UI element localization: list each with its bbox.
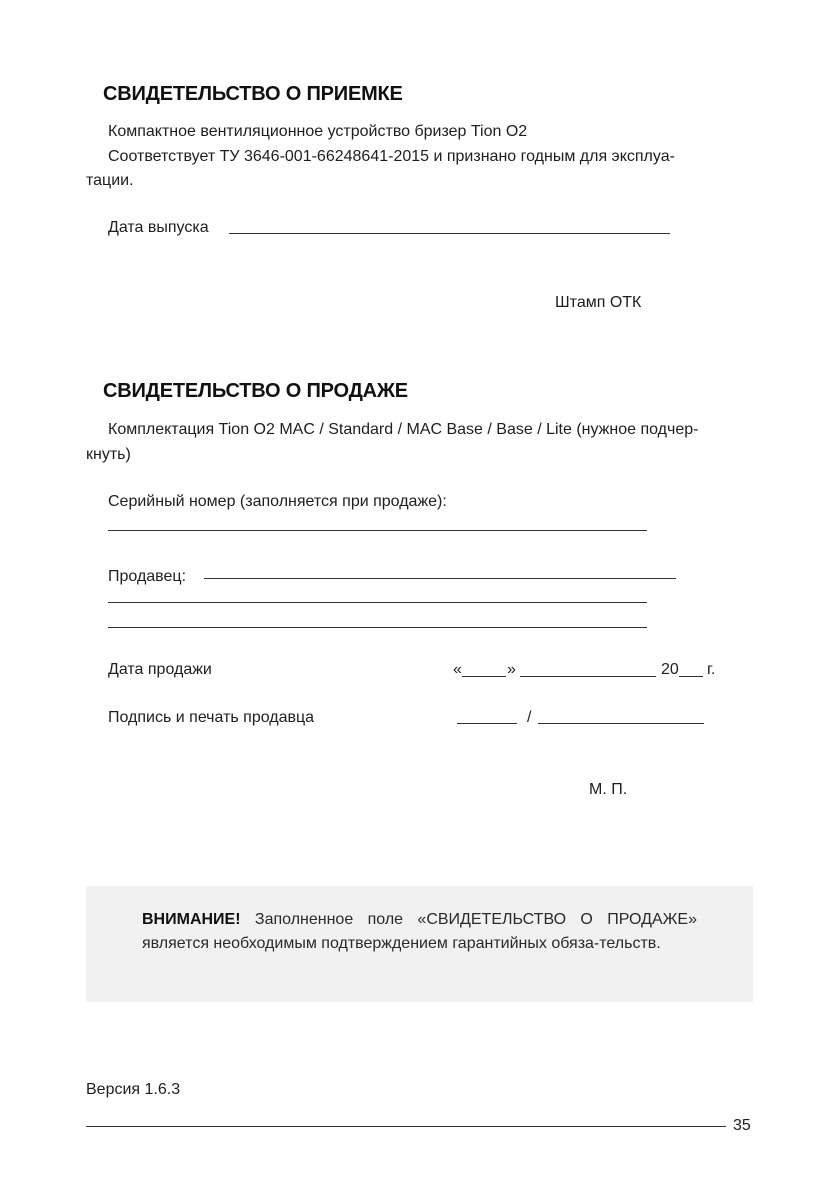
- sale-date-open-quote: «: [453, 661, 462, 678]
- seal-label: М. П.: [589, 781, 628, 798]
- sale-year-line[interactable]: [679, 676, 703, 677]
- footer-rule: [86, 1126, 726, 1127]
- serial-line[interactable]: [108, 530, 647, 531]
- version-label: Версия 1.6.3: [86, 1081, 181, 1098]
- stamp-label: Штамп ОТК: [555, 294, 642, 311]
- sale-line-2: кнуть): [86, 446, 131, 463]
- acceptance-line-1: Компактное вентиляционное устройство бризер Tion O2: [108, 123, 528, 140]
- seller-line-3[interactable]: [108, 627, 647, 628]
- sale-day-line[interactable]: [462, 676, 506, 677]
- sale-line-1: Комплектация Tion O2 MAC / Standard / MAC Base / Base / Lite (нужное подчер-: [108, 421, 699, 438]
- sale-month-line[interactable]: [520, 676, 656, 677]
- sale-heading: СВИДЕТЕЛЬСТВО О ПРОДАЖЕ: [103, 380, 408, 402]
- acceptance-line-2: Соответствует ТУ 3646-001-66248641-2015 и признано годным для эксплуа-: [108, 148, 675, 165]
- serial-label: Серийный номер (заполняется при продаже):: [108, 493, 447, 510]
- acceptance-heading: СВИДЕТЕЛЬСТВО О ПРИЕМКЕ: [103, 83, 403, 105]
- seller-line-1[interactable]: [204, 578, 676, 579]
- notice-text: [142, 908, 697, 956]
- signature-name-line[interactable]: [538, 723, 704, 724]
- release-date-label: Дата выпуска: [108, 219, 209, 236]
- notice-box: [86, 886, 753, 1002]
- signature-label: Подпись и печать продавца: [108, 709, 315, 726]
- sale-date-close-quote: »: [507, 661, 516, 678]
- sale-year-suffix: г.: [707, 661, 716, 678]
- signature-line[interactable]: [457, 723, 517, 724]
- signature-slash: /: [527, 709, 532, 726]
- page-number: 35: [733, 1117, 751, 1134]
- seller-line-2[interactable]: [108, 602, 647, 603]
- acceptance-line-3: тации.: [86, 172, 134, 189]
- notice-bold: ВНИМАНИЕ!: [142, 911, 241, 928]
- seller-label: Продавец:: [108, 568, 187, 585]
- release-date-line[interactable]: [229, 233, 670, 234]
- notice-body: Заполненное поле «СВИДЕТЕЛЬСТВО О ПРОДАЖЕ» является необходимым подтверждением гарантийных обяза-тельств.: [142, 911, 697, 952]
- sale-date-label: Дата продажи: [108, 661, 212, 678]
- sale-year-prefix: 20: [661, 661, 679, 678]
